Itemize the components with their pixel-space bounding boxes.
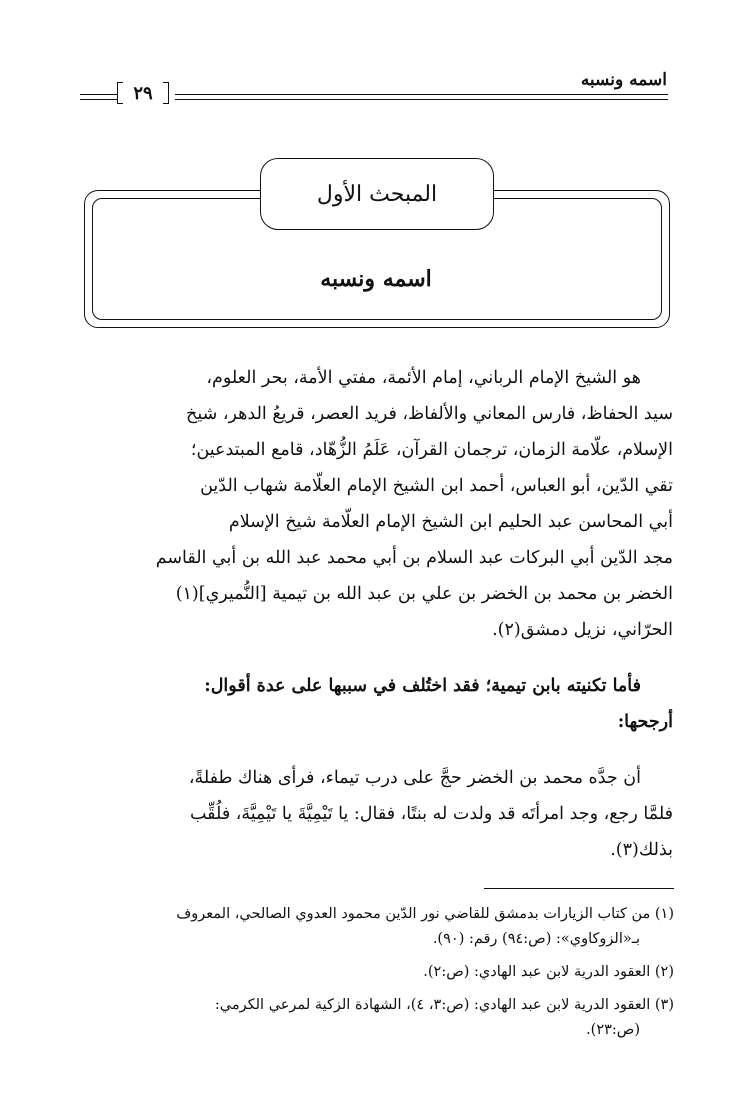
text-line: أبي المحاسن عبد الحليم ابن الشيخ الإمام العلّامة شيخ الإسلام [228,512,673,532]
footnote-2: (٢) العقود الدرية لابن عبد الهادي: (ص:٢). [423,964,674,980]
header-rule-left-bottom [80,99,117,100]
section-label: المبحث الأول [260,158,494,230]
text-line: أن جدَّه محمد بن الخضر حجَّ على درب تيماء، فرأى هناك طفلةً، [188,768,641,788]
text-line: سيد الحفاظ، فارس المعاني والألفاظ، فريد العصر، قريعُ الدهر، شيخ [186,404,673,424]
text-line: فأما تكنيته بابن تيمية؛ فقد اختُلف في سببها على عدة أقوال: [204,676,641,696]
header-rule-left-top [80,94,117,95]
footnote-1: (١) من كتاب الزيارات بدمشق للقاضي نور الدّين محمود العدوي الصالحي، المعروف [176,906,674,922]
text-line: مجد الدّين أبي البركات عبد السلام بن أبي محمد عبد الله بن أبي القاسم [155,548,673,568]
text-line: الإسلام، علّامة الزمان، ترجمان القرآن، عَلَمُ الزُّهّاد، قامع المبتدعين؛ [190,440,673,460]
page-number [117,80,169,106]
footnotes [86,902,674,1043]
header-rule-top [175,94,668,95]
footnote-rule [484,888,674,889]
page-number-text: ٢٩ [133,82,153,104]
footnote-3: (٣) العقود الدرية لابن عبد الهادي: (ص:٣، ٤)، الشهادة الزكية لمرعي الكرمي: [214,997,674,1013]
footnote-1-cont: بـ«الزوكاوي»: (ص:٩٤) رقم: (٩٠). [432,931,640,947]
running-title: اسمه ونسبه [580,70,667,90]
paragraph-story [88,760,673,868]
header-rule-bottom [175,99,668,100]
text-line: بذلك(٣). [610,840,673,860]
page-number-bracket-right [163,82,169,104]
text-line: أرجحها: [617,712,673,732]
text-line: تقي الدّين، أبو العباس، أحمد ابن الشيخ الإمام العلّامة شهاب الدّين [200,476,673,496]
footnote-3-cont: (ص:٢٣). [586,1022,640,1038]
chapter-title: اسمه ونسبه [320,266,432,292]
page-number-bracket-left [117,82,123,104]
text-line: فلمَّا رجع، وجد امرأتَه قد ولدت له بنتًا، فقال: يا تَيْمِيَّةَ يا تَيْمِيَّةَ، فلُقِّب [189,804,673,824]
text-line: الحرّاني، نزيل دمشق(٢). [492,620,673,640]
paragraph-biography [88,360,673,648]
paragraph-kunya [88,668,673,740]
text-line: هو الشيخ الإمام الرباني، إمام الأئمة، مفتي الأمة، بحر العلوم، [206,368,641,388]
text-line: الخضر بن محمد بن الخضر بن علي بن عبد الله بن تيمية [النُّميري](١) [175,584,673,604]
